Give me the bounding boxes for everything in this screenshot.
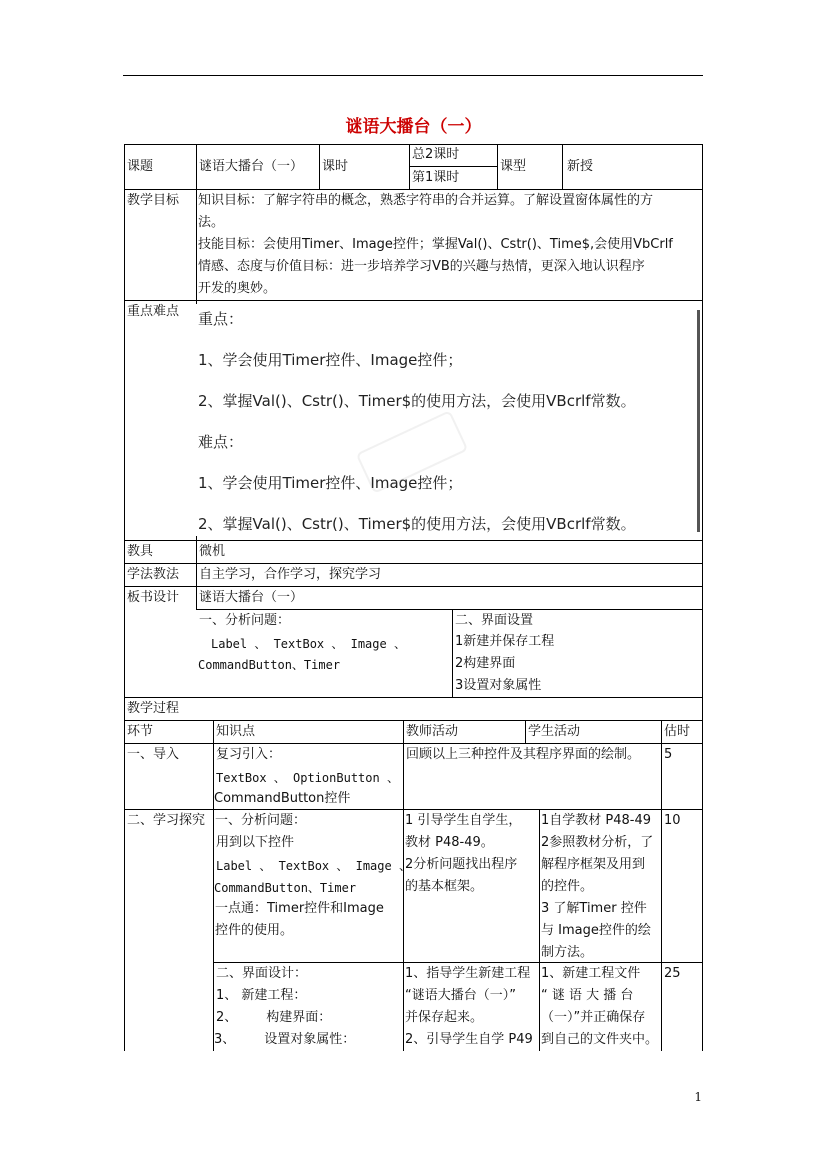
- table-border-top: [124, 144, 703, 145]
- label-board: 板书设计: [127, 590, 180, 605]
- row3-knowledge-2: 1、 新建工程：: [216, 988, 307, 1003]
- label-key-points: 重点难点: [127, 304, 180, 319]
- col-header-teacher: 教师活动: [406, 724, 459, 739]
- row3-student-1: 1、新建工程文件: [541, 966, 641, 981]
- goals-line-3: 技能目标：会使用Timer、Image控件；掌握Val()、Cstr()、Time$,会使用VbCrlf: [198, 237, 673, 252]
- table-border-right: [702, 144, 703, 1051]
- row2-teacher-3: 2分析问题找出程序: [405, 857, 518, 872]
- row2-stage: 二、学习探究: [127, 813, 206, 828]
- row2-student-4: 的控件。: [541, 879, 594, 894]
- difficulty-1: 1、学会使用Timer控件、Image控件；: [198, 474, 463, 492]
- col-header-time: 估时: [664, 724, 691, 739]
- page-number: 1: [694, 1090, 702, 1104]
- col-header-stage: 环节: [127, 724, 154, 739]
- row2-student-3: 解程序框架及用到: [541, 857, 646, 872]
- row3-student-3: （一）”并正确保存: [541, 1010, 646, 1025]
- board-left-line-1: Label 、 TextBox 、 Image 、: [211, 637, 406, 651]
- image-edge: [697, 310, 700, 532]
- board-right-line-3: 3设置对象属性: [455, 678, 542, 693]
- row3-teacher-1: 1、指导学生新建工程: [405, 966, 531, 981]
- label-hours: 课时: [322, 159, 349, 174]
- key-point-1: 1、学会使用Timer控件、Image控件；: [198, 351, 463, 369]
- row1-knowledge-1: 复习引入：: [216, 747, 282, 762]
- goals-line-1: 知识目标：了解字符串的概念，熟悉字符串的合并运算。了解设置窗体属性的方: [198, 193, 654, 208]
- label-goals: 教学目标: [127, 193, 180, 208]
- row2-student-5: 3 了解Timer 控件: [541, 901, 647, 916]
- topic-value: 谜语大播台（一）: [199, 159, 304, 174]
- col-header-knowledge: 知识点: [216, 724, 256, 739]
- row1-teacher: 回顾以上三种控件及其程序界面的绘制。: [406, 747, 641, 762]
- board-right-line-2: 2构建界面: [455, 656, 516, 671]
- label-process: 教学过程: [127, 701, 180, 716]
- label-methods: 学法教法: [127, 567, 180, 582]
- row2-knowledge-5: 一点通：Timer控件和Image: [215, 901, 384, 916]
- row2-knowledge-6: 控件的使用。: [215, 923, 294, 938]
- row3-teacher-4: 2、引导学生自学 P49: [405, 1032, 533, 1047]
- row2-student-1: 1自学教材 P48-49: [541, 813, 652, 828]
- goals-line-4: 情感、态度与价值目标：进一步培养学习VB的兴趣与热情，更深入地认识程序: [198, 259, 645, 274]
- total-hours: 总2课时: [412, 147, 460, 162]
- row2-student-2: 2参照教材分析，了: [541, 835, 654, 850]
- type-value: 新授: [567, 159, 594, 174]
- row3-knowledge-4: 3、 设置对象属性：: [214, 1032, 356, 1047]
- board-title: 谜语大播台（一）: [199, 590, 304, 605]
- row3-teacher-3: 并保存起来。: [405, 1010, 484, 1025]
- row1-knowledge-3: CommandButton控件: [214, 791, 351, 806]
- row2-student-7: 制方法。: [541, 945, 594, 960]
- methods-value: 自主学习，合作学习，探究学习: [199, 567, 382, 582]
- difficulty-heading: 难点：: [198, 433, 244, 451]
- board-left-line-2: CommandButton、Timer: [198, 658, 341, 672]
- row3-knowledge-1: 二、界面设计：: [216, 966, 308, 981]
- row2-teacher-1: 1 引导学生自学生，: [405, 813, 522, 828]
- board-left-title: 一、分析问题：: [199, 613, 291, 628]
- difficulty-2: 2、掌握Val()、Cstr()、Timer$的使用方法，会使用VBcrlf常数。: [198, 515, 636, 533]
- label-tools: 教具: [127, 544, 154, 559]
- key-points-heading: 重点：: [198, 310, 244, 328]
- row1-knowledge-2: TextBox 、 OptionButton 、: [216, 771, 399, 785]
- current-hour: 第1课时: [412, 170, 460, 185]
- table-border-left: [124, 144, 125, 1051]
- row2-student-6: 与 Image控件的绘: [541, 923, 651, 938]
- tools-value: 微机: [199, 544, 226, 559]
- row1-stage: 一、导入: [127, 747, 180, 762]
- row2-teacher-2: 教材 P48-49。: [405, 835, 494, 850]
- board-right-title: 二、界面设置: [455, 613, 534, 628]
- row1-time: 5: [664, 747, 673, 762]
- row2-knowledge-3: Label 、 TextBox 、 Image 、: [216, 859, 411, 873]
- row2-knowledge-2: 用到以下控件: [216, 835, 295, 850]
- row2-time: 10: [664, 813, 681, 828]
- header-rule: [123, 75, 703, 76]
- page-title: 谜语大播台（一）: [345, 117, 482, 137]
- label-topic: 课题: [127, 159, 154, 174]
- row2-teacher-4: 的基本框架。: [405, 879, 484, 894]
- label-type: 课型: [500, 159, 527, 174]
- row3-teacher-2: “谜语大播台（一）”: [405, 988, 516, 1003]
- row3-knowledge-3: 2、 构建界面：: [216, 1010, 332, 1025]
- row3-student-2: “ 谜 语 大 播 台: [541, 988, 634, 1003]
- col-header-student: 学生活动: [528, 724, 581, 739]
- row3-time: 25: [664, 966, 681, 981]
- row3-student-4: 到自己的文件夹中。: [541, 1032, 659, 1047]
- goals-line-5: 开发的奥妙。: [198, 281, 277, 296]
- row2-knowledge-1: 一、分析问题：: [215, 813, 307, 828]
- key-point-2: 2、掌握Val()、Cstr()、Timer$的使用方法，会使用VBcrlf常数。: [198, 392, 636, 410]
- row2-knowledge-4: CommandButton、Timer: [214, 881, 357, 895]
- board-right-line-1: 1新建并保存工程: [455, 634, 555, 649]
- goals-line-2: 法。: [198, 215, 225, 230]
